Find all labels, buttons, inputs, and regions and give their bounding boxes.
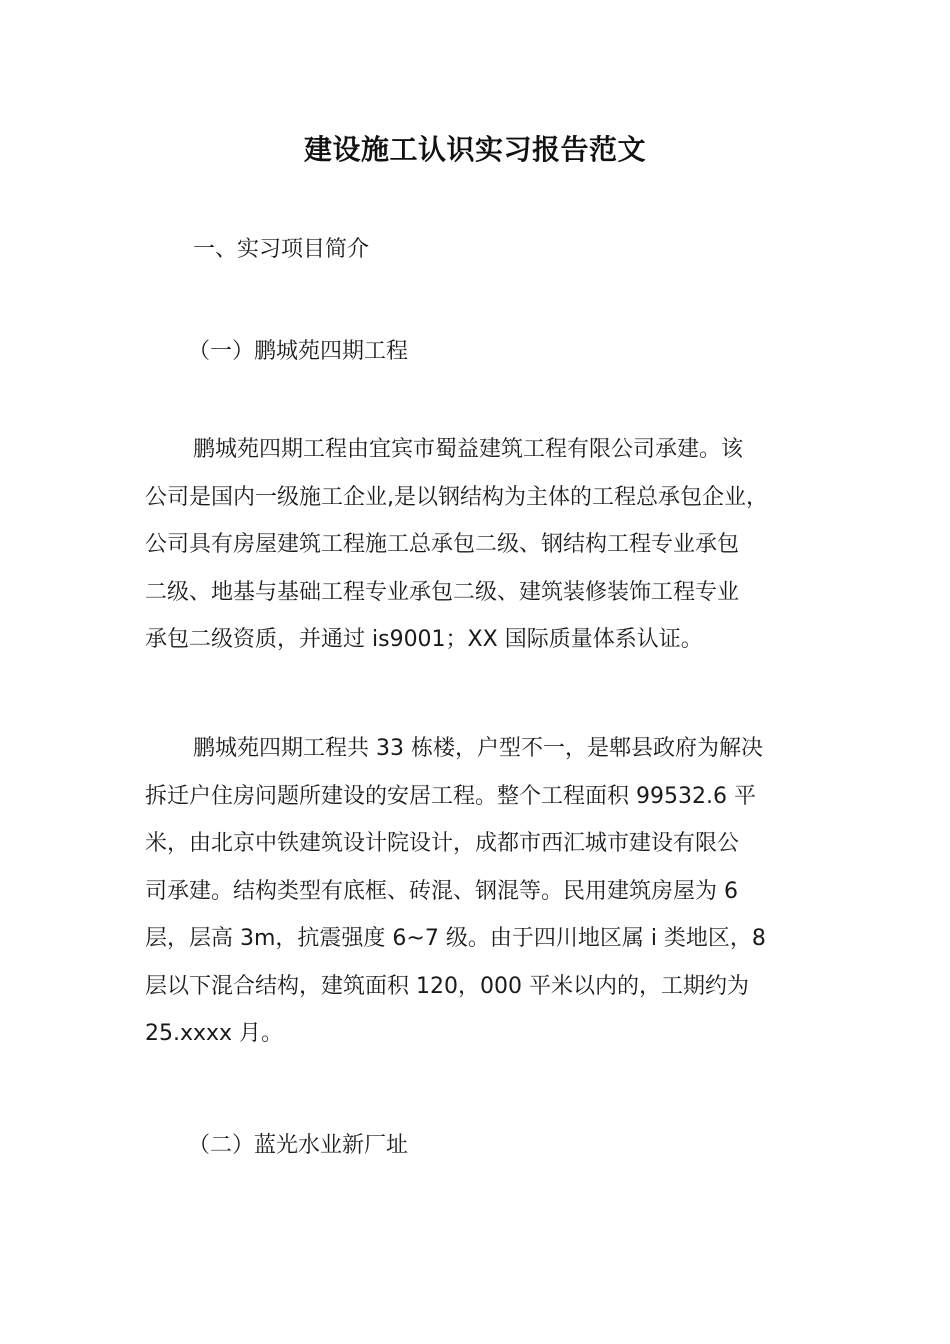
paragraph-line: 25.xxxx 月。 [145, 1021, 284, 1046]
document-title: 建设施工认识实习报告范文 [303, 133, 646, 166]
paragraph-line: 米，由北京中铁建筑设计院设计，成都市西汇城市建设有限公 [145, 831, 740, 856]
subsection-heading-pengchengyuan: （一）鹏城苑四期工程 [188, 339, 409, 364]
paragraph-line: 二级、地基与基础工程专业承包二级、建筑装修装饰工程专业 [145, 579, 740, 605]
paragraph-line: 鹏城苑四期工程共 33 栋楼，户型不一，是郫县政府为解决 [193, 736, 763, 761]
paragraph-project-details [145, 725, 813, 1058]
section-heading-project-intro: 一、实习项目简介 [193, 237, 370, 262]
paragraph-line: 司承建。结构类型有底框、砖混、钢混等。民用建筑房屋为 6 [145, 878, 738, 904]
paragraph-line: 层，层高 3m，抗震强度 6~7 级。由于四川地区属 i 类地区，8 [145, 926, 766, 951]
paragraph-line: 公司是国内一级施工企业,是以钢结构为主体的工程总承包企业， [145, 484, 768, 510]
paragraph-line: 公司具有房屋建筑工程施工总承包二级、钢结构工程专业承包 [145, 532, 740, 557]
paragraph-line: 拆迁户住房问题所建设的安居工程。整个工程面积 99532.6 平 [145, 783, 756, 809]
paragraph-line: 承包二级资质，并通过 is9001；XX 国际质量体系认证。 [145, 627, 703, 652]
subsection-heading-languang: （二）蓝光水业新厂址 [188, 1133, 409, 1158]
paragraph-line: 鹏城苑四期工程由宜宾市蜀益建筑工程有限公司承建。该 [193, 437, 744, 462]
paragraph-company-intro [145, 426, 813, 664]
paragraph-line: 层以下混合结构，建筑面积 120，000 平米以内的，工期约为 [145, 973, 749, 999]
